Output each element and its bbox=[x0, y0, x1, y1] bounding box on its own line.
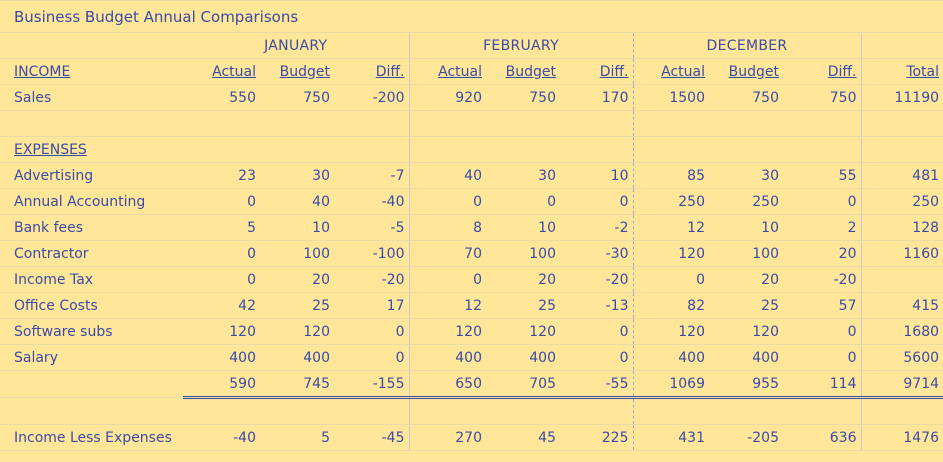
cell: 120 bbox=[709, 319, 783, 345]
cell: -5 bbox=[334, 215, 409, 241]
cell: 20 bbox=[783, 241, 861, 267]
cell: 10 bbox=[560, 163, 633, 189]
cell: 120 bbox=[486, 319, 560, 345]
cell: 11190 bbox=[861, 85, 943, 111]
cell: 25 bbox=[260, 293, 334, 319]
column-header-row bbox=[0, 59, 943, 85]
cell: 85 bbox=[633, 163, 709, 189]
total-cell: 955 bbox=[709, 371, 783, 398]
cell: 400 bbox=[486, 345, 560, 371]
cell bbox=[861, 267, 943, 293]
cell: 0 bbox=[560, 189, 633, 215]
cell: 750 bbox=[260, 85, 334, 111]
total-cell: 590 bbox=[183, 371, 260, 398]
row-label: Software subs bbox=[0, 319, 183, 345]
col-header-actual: Actual bbox=[183, 59, 260, 85]
cell: 10 bbox=[709, 215, 783, 241]
cell: 57 bbox=[783, 293, 861, 319]
cell: 20 bbox=[260, 267, 334, 293]
cell: 5 bbox=[183, 215, 260, 241]
cell: 400 bbox=[709, 345, 783, 371]
cell: 431 bbox=[633, 425, 709, 451]
cell: 10 bbox=[486, 215, 560, 241]
total-cell: 1069 bbox=[633, 371, 709, 398]
cell: 45 bbox=[486, 425, 560, 451]
cell: 120 bbox=[260, 319, 334, 345]
row-label: Income Less Expenses bbox=[0, 425, 183, 451]
cell: 100 bbox=[709, 241, 783, 267]
table-row bbox=[0, 189, 943, 215]
cell: 30 bbox=[486, 163, 560, 189]
cell: 0 bbox=[334, 319, 409, 345]
row-label: Salary bbox=[0, 345, 183, 371]
table-row bbox=[0, 85, 943, 111]
net-row bbox=[0, 425, 943, 451]
total-cell: -155 bbox=[334, 371, 409, 398]
cell: 70 bbox=[409, 241, 486, 267]
cell: -7 bbox=[334, 163, 409, 189]
cell: 0 bbox=[409, 189, 486, 215]
cell: 1476 bbox=[861, 425, 943, 451]
cell: 20 bbox=[486, 267, 560, 293]
cell: 12 bbox=[409, 293, 486, 319]
cell: 25 bbox=[709, 293, 783, 319]
cell: 42 bbox=[183, 293, 260, 319]
row-label: Advertising bbox=[0, 163, 183, 189]
cell: 82 bbox=[633, 293, 709, 319]
table-row bbox=[0, 163, 943, 189]
col-header-actual: Actual bbox=[633, 59, 709, 85]
month-header-december: DECEMBER bbox=[633, 33, 861, 59]
cell: 10 bbox=[260, 215, 334, 241]
cell: 120 bbox=[633, 241, 709, 267]
cell: 55 bbox=[783, 163, 861, 189]
cell: 0 bbox=[334, 345, 409, 371]
col-header-diff: Diff. bbox=[783, 59, 861, 85]
cell: 170 bbox=[560, 85, 633, 111]
cell: -20 bbox=[334, 267, 409, 293]
cell: 23 bbox=[183, 163, 260, 189]
expense-totals-row bbox=[0, 371, 943, 398]
cell: 481 bbox=[861, 163, 943, 189]
col-header-budget: Budget bbox=[486, 59, 560, 85]
cell: -100 bbox=[334, 241, 409, 267]
blank-row bbox=[0, 398, 943, 425]
month-header-january: JANUARY bbox=[183, 33, 409, 59]
cell: 0 bbox=[633, 267, 709, 293]
cell: -13 bbox=[560, 293, 633, 319]
col-header-total: Total bbox=[861, 59, 943, 85]
cell: -40 bbox=[334, 189, 409, 215]
cell: 120 bbox=[409, 319, 486, 345]
cell: -45 bbox=[334, 425, 409, 451]
cell: -2 bbox=[560, 215, 633, 241]
row-label: Contractor bbox=[0, 241, 183, 267]
cell: 17 bbox=[334, 293, 409, 319]
cell: 0 bbox=[783, 345, 861, 371]
blank-row bbox=[0, 111, 943, 137]
cell: 100 bbox=[486, 241, 560, 267]
cell: 0 bbox=[409, 267, 486, 293]
table-row bbox=[0, 241, 943, 267]
row-label: Income Tax bbox=[0, 267, 183, 293]
cell: 120 bbox=[183, 319, 260, 345]
cell: 400 bbox=[183, 345, 260, 371]
cell: 30 bbox=[260, 163, 334, 189]
expenses-section-label: EXPENSES bbox=[0, 137, 183, 163]
cell: 0 bbox=[783, 319, 861, 345]
cell: 25 bbox=[486, 293, 560, 319]
row-label: Office Costs bbox=[0, 293, 183, 319]
table-row bbox=[0, 267, 943, 293]
cell: 0 bbox=[183, 241, 260, 267]
cell: 0 bbox=[183, 189, 260, 215]
cell: 8 bbox=[409, 215, 486, 241]
cell: -20 bbox=[783, 267, 861, 293]
cell: 750 bbox=[486, 85, 560, 111]
cell: 2 bbox=[783, 215, 861, 241]
cell: 0 bbox=[783, 189, 861, 215]
cell: 40 bbox=[260, 189, 334, 215]
col-header-budget: Budget bbox=[260, 59, 334, 85]
cell: 1160 bbox=[861, 241, 943, 267]
total-cell: 114 bbox=[783, 371, 861, 398]
row-label: Sales bbox=[0, 85, 183, 111]
total-cell: 745 bbox=[260, 371, 334, 398]
total-cell: -55 bbox=[560, 371, 633, 398]
cell: 30 bbox=[709, 163, 783, 189]
cell: -30 bbox=[560, 241, 633, 267]
cell: 0 bbox=[486, 189, 560, 215]
cell: 750 bbox=[783, 85, 861, 111]
total-cell: 650 bbox=[409, 371, 486, 398]
cell: 0 bbox=[183, 267, 260, 293]
row-label: Bank fees bbox=[0, 215, 183, 241]
table-row bbox=[0, 293, 943, 319]
cell: 0 bbox=[560, 319, 633, 345]
table-row bbox=[0, 215, 943, 241]
col-header-diff: Diff. bbox=[560, 59, 633, 85]
col-header-diff: Diff. bbox=[334, 59, 409, 85]
cell: 40 bbox=[409, 163, 486, 189]
cell: 100 bbox=[260, 241, 334, 267]
cell: -205 bbox=[709, 425, 783, 451]
cell: 920 bbox=[409, 85, 486, 111]
expenses-header-row bbox=[0, 137, 943, 163]
cell: 12 bbox=[633, 215, 709, 241]
cell: 270 bbox=[409, 425, 486, 451]
cell: 250 bbox=[633, 189, 709, 215]
cell: 5600 bbox=[861, 345, 943, 371]
cell: 5 bbox=[260, 425, 334, 451]
cell: 20 bbox=[709, 267, 783, 293]
month-header-february: FEBRUARY bbox=[409, 33, 633, 59]
cell: 400 bbox=[260, 345, 334, 371]
cell: -20 bbox=[560, 267, 633, 293]
cell: 636 bbox=[783, 425, 861, 451]
cell: -40 bbox=[183, 425, 260, 451]
sheet-title: Business Budget Annual Comparisons bbox=[0, 1, 943, 33]
cell: 120 bbox=[633, 319, 709, 345]
col-header-actual: Actual bbox=[409, 59, 486, 85]
cell: 415 bbox=[861, 293, 943, 319]
cell: 550 bbox=[183, 85, 260, 111]
cell: 750 bbox=[709, 85, 783, 111]
cell: 225 bbox=[560, 425, 633, 451]
total-cell: 705 bbox=[486, 371, 560, 398]
table-row bbox=[0, 319, 943, 345]
cell: 400 bbox=[633, 345, 709, 371]
cell: 250 bbox=[709, 189, 783, 215]
cell: 250 bbox=[861, 189, 943, 215]
cell: -200 bbox=[334, 85, 409, 111]
row-label: Annual Accounting bbox=[0, 189, 183, 215]
cell: 0 bbox=[560, 345, 633, 371]
income-section-label: INCOME bbox=[0, 59, 183, 85]
col-header-budget: Budget bbox=[709, 59, 783, 85]
cell: 1680 bbox=[861, 319, 943, 345]
total-cell: 9714 bbox=[861, 371, 943, 398]
cell: 400 bbox=[409, 345, 486, 371]
cell: 1500 bbox=[633, 85, 709, 111]
cell: 128 bbox=[861, 215, 943, 241]
table-row bbox=[0, 345, 943, 371]
